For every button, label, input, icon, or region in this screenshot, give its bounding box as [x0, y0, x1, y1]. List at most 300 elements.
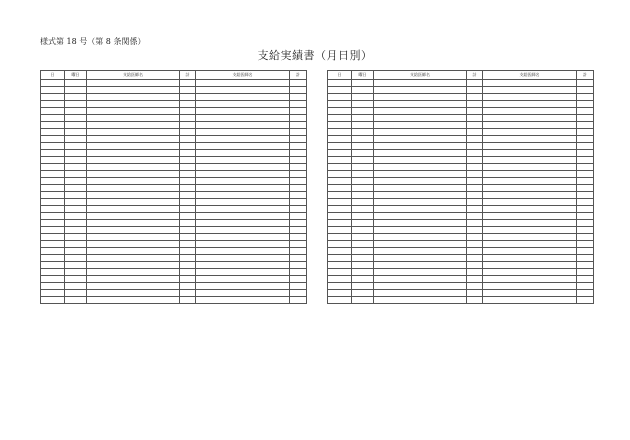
table-row: [328, 227, 594, 234]
table-row: [41, 178, 307, 185]
cell-weekday: [65, 129, 87, 136]
table-row: [328, 87, 594, 94]
cell-doctor-name: [374, 101, 467, 108]
cell-total: [467, 206, 483, 213]
cell-total: [180, 220, 196, 227]
cell-total: [467, 94, 483, 101]
cell-weekday: [65, 199, 87, 206]
cell-day: [41, 80, 65, 87]
cell-day: [41, 94, 65, 101]
cell-total: [577, 213, 594, 220]
cell-weekday: [65, 101, 87, 108]
cell-doctor-name: [483, 87, 577, 94]
cell-doctor-name: [483, 115, 577, 122]
cell-total: [467, 199, 483, 206]
cell-doctor-name: [87, 283, 180, 290]
table-row: [328, 297, 594, 304]
table-row: [41, 150, 307, 157]
cell-day: [41, 262, 65, 269]
cell-doctor-name: [483, 255, 577, 262]
cell-total: [180, 136, 196, 143]
cell-total: [577, 94, 594, 101]
cell-weekday: [65, 220, 87, 227]
cell-doctor-name: [196, 80, 290, 87]
cell-weekday: [352, 234, 374, 241]
cell-doctor-name: [483, 220, 577, 227]
cell-day: [41, 220, 65, 227]
cell-total: [467, 269, 483, 276]
cell-doctor-name: [483, 297, 577, 304]
cell-total: [577, 255, 594, 262]
cell-doctor-name: [483, 241, 577, 248]
table-row: [328, 269, 594, 276]
cell-weekday: [65, 206, 87, 213]
cell-day: [41, 122, 65, 129]
cell-total: [180, 108, 196, 115]
cell-day: [41, 101, 65, 108]
cell-weekday: [352, 192, 374, 199]
cell-doctor-name: [87, 241, 180, 248]
table-row: [41, 255, 307, 262]
cell-doctor-name: [87, 234, 180, 241]
cell-weekday: [352, 185, 374, 192]
cell-total: [577, 150, 594, 157]
cell-total: [180, 290, 196, 297]
table-row: [41, 262, 307, 269]
cell-weekday: [65, 290, 87, 297]
cell-doctor-name: [196, 171, 290, 178]
cell-doctor-name: [87, 220, 180, 227]
header-doctor-name: 支給医師名: [87, 71, 180, 80]
table-row: [41, 122, 307, 129]
table-row: [328, 150, 594, 157]
cell-day: [328, 213, 352, 220]
table-row: [41, 206, 307, 213]
cell-day: [328, 283, 352, 290]
table-row: [41, 269, 307, 276]
header-day: 日: [41, 71, 65, 80]
cell-doctor-name: [483, 143, 577, 150]
cell-doctor-name: [196, 115, 290, 122]
cell-doctor-name: [196, 122, 290, 129]
cell-total: [290, 206, 307, 213]
cell-total: [180, 115, 196, 122]
cell-doctor-name: [87, 94, 180, 101]
cell-day: [328, 171, 352, 178]
cell-doctor-name: [87, 150, 180, 157]
cell-total: [180, 199, 196, 206]
header-total: 計: [180, 71, 196, 80]
cell-weekday: [352, 80, 374, 87]
cell-doctor-name: [87, 80, 180, 87]
cell-total: [290, 150, 307, 157]
cell-weekday: [65, 269, 87, 276]
cell-day: [41, 248, 65, 255]
cell-weekday: [352, 87, 374, 94]
header-total: 計: [290, 71, 307, 80]
cell-day: [41, 143, 65, 150]
cell-doctor-name: [374, 143, 467, 150]
cell-doctor-name: [87, 276, 180, 283]
cell-weekday: [352, 220, 374, 227]
cell-total: [467, 129, 483, 136]
table-row: [41, 234, 307, 241]
table-row: [41, 94, 307, 101]
cell-total: [290, 122, 307, 129]
cell-day: [328, 276, 352, 283]
cell-total: [577, 101, 594, 108]
cell-day: [41, 276, 65, 283]
cell-total: [467, 234, 483, 241]
cell-total: [577, 157, 594, 164]
table-row: [41, 164, 307, 171]
table-body: [41, 80, 307, 304]
cell-doctor-name: [483, 192, 577, 199]
cell-doctor-name: [374, 94, 467, 101]
cell-doctor-name: [483, 206, 577, 213]
cell-doctor-name: [483, 269, 577, 276]
cell-doctor-name: [374, 150, 467, 157]
cell-total: [467, 115, 483, 122]
cell-total: [467, 178, 483, 185]
cell-doctor-name: [196, 87, 290, 94]
cell-weekday: [65, 157, 87, 164]
cell-weekday: [352, 199, 374, 206]
table-row: [41, 276, 307, 283]
cell-doctor-name: [483, 213, 577, 220]
cell-doctor-name: [374, 227, 467, 234]
cell-total: [467, 262, 483, 269]
cell-total: [290, 213, 307, 220]
cell-total: [577, 262, 594, 269]
cell-doctor-name: [196, 178, 290, 185]
cell-doctor-name: [374, 157, 467, 164]
cell-weekday: [65, 297, 87, 304]
cell-total: [290, 283, 307, 290]
cell-doctor-name: [196, 150, 290, 157]
cell-total: [577, 192, 594, 199]
cell-day: [328, 241, 352, 248]
cell-total: [577, 220, 594, 227]
cell-total: [467, 150, 483, 157]
cell-day: [328, 178, 352, 185]
cell-total: [180, 248, 196, 255]
cell-total: [290, 276, 307, 283]
table-row: [328, 276, 594, 283]
cell-total: [467, 290, 483, 297]
table-row: [328, 122, 594, 129]
cell-total: [467, 87, 483, 94]
cell-doctor-name: [87, 157, 180, 164]
cell-day: [328, 101, 352, 108]
table-row: [328, 213, 594, 220]
cell-total: [290, 192, 307, 199]
cell-day: [328, 80, 352, 87]
header-doctor-name: 支給医師名: [483, 71, 577, 80]
cell-weekday: [352, 171, 374, 178]
cell-total: [577, 178, 594, 185]
table-row: [41, 220, 307, 227]
cell-weekday: [65, 150, 87, 157]
cell-day: [41, 227, 65, 234]
cell-doctor-name: [87, 192, 180, 199]
cell-total: [290, 262, 307, 269]
cell-doctor-name: [374, 283, 467, 290]
cell-total: [467, 185, 483, 192]
table-row: [41, 101, 307, 108]
cell-day: [328, 199, 352, 206]
cell-weekday: [65, 255, 87, 262]
cell-weekday: [352, 136, 374, 143]
cell-doctor-name: [483, 122, 577, 129]
cell-doctor-name: [374, 220, 467, 227]
cell-doctor-name: [196, 269, 290, 276]
cell-day: [328, 115, 352, 122]
header-total: 計: [577, 71, 594, 80]
cell-weekday: [352, 213, 374, 220]
cell-doctor-name: [374, 136, 467, 143]
cell-weekday: [65, 87, 87, 94]
table-row: [328, 248, 594, 255]
cell-day: [328, 143, 352, 150]
cell-total: [467, 171, 483, 178]
table-row: [41, 115, 307, 122]
cell-total: [180, 262, 196, 269]
cell-weekday: [65, 164, 87, 171]
cell-doctor-name: [483, 199, 577, 206]
cell-total: [180, 297, 196, 304]
table-row: [328, 157, 594, 164]
cell-doctor-name: [374, 178, 467, 185]
cell-total: [290, 227, 307, 234]
header-doctor-name: 支給医師名: [374, 71, 467, 80]
cell-doctor-name: [374, 262, 467, 269]
table-row: [41, 192, 307, 199]
cell-total: [290, 199, 307, 206]
cell-weekday: [65, 234, 87, 241]
cell-total: [290, 297, 307, 304]
cell-day: [41, 87, 65, 94]
cell-total: [577, 206, 594, 213]
cell-total: [290, 185, 307, 192]
cell-weekday: [65, 185, 87, 192]
table-row: [41, 80, 307, 87]
cell-day: [41, 206, 65, 213]
cell-day: [41, 283, 65, 290]
cell-doctor-name: [374, 171, 467, 178]
cell-total: [467, 213, 483, 220]
table-row: [328, 262, 594, 269]
cell-doctor-name: [483, 248, 577, 255]
cell-total: [290, 178, 307, 185]
cell-doctor-name: [87, 122, 180, 129]
table-row: [41, 87, 307, 94]
cell-doctor-name: [87, 101, 180, 108]
cell-weekday: [352, 206, 374, 213]
cell-doctor-name: [87, 129, 180, 136]
cell-total: [467, 136, 483, 143]
cell-weekday: [352, 241, 374, 248]
cell-day: [41, 297, 65, 304]
cell-total: [290, 234, 307, 241]
table-row: [41, 108, 307, 115]
cell-total: [467, 241, 483, 248]
table-row: [328, 220, 594, 227]
document-title: 支給実績書（月日別）: [257, 49, 373, 62]
table-row: [41, 290, 307, 297]
cell-total: [290, 136, 307, 143]
cell-day: [328, 220, 352, 227]
table-row: [41, 213, 307, 220]
cell-doctor-name: [374, 115, 467, 122]
cell-doctor-name: [483, 178, 577, 185]
cell-weekday: [352, 129, 374, 136]
cell-doctor-name: [374, 234, 467, 241]
header-total: 計: [467, 71, 483, 80]
cell-doctor-name: [196, 206, 290, 213]
cell-day: [41, 241, 65, 248]
cell-doctor-name: [196, 185, 290, 192]
table-body: [328, 80, 594, 304]
table-row: [328, 101, 594, 108]
cell-total: [577, 241, 594, 248]
cell-doctor-name: [87, 199, 180, 206]
cell-weekday: [65, 192, 87, 199]
cell-doctor-name: [483, 80, 577, 87]
cell-doctor-name: [196, 276, 290, 283]
cell-total: [180, 94, 196, 101]
cell-total: [577, 136, 594, 143]
cell-doctor-name: [483, 171, 577, 178]
cell-total: [577, 164, 594, 171]
cell-total: [290, 171, 307, 178]
table-row: [328, 171, 594, 178]
cell-doctor-name: [483, 227, 577, 234]
cell-total: [290, 241, 307, 248]
cell-total: [290, 290, 307, 297]
cell-day: [328, 227, 352, 234]
cell-doctor-name: [483, 94, 577, 101]
cell-weekday: [352, 122, 374, 129]
cell-doctor-name: [87, 108, 180, 115]
cell-day: [328, 122, 352, 129]
cell-weekday: [65, 276, 87, 283]
cell-day: [328, 185, 352, 192]
table-row: [328, 255, 594, 262]
cell-day: [328, 136, 352, 143]
cell-total: [290, 80, 307, 87]
cell-day: [41, 178, 65, 185]
cell-weekday: [352, 164, 374, 171]
cell-total: [180, 269, 196, 276]
table-row: [328, 234, 594, 241]
cell-total: [290, 220, 307, 227]
cell-doctor-name: [196, 255, 290, 262]
cell-weekday: [352, 227, 374, 234]
cell-total: [180, 143, 196, 150]
cell-doctor-name: [374, 129, 467, 136]
cell-doctor-name: [87, 115, 180, 122]
cell-day: [328, 87, 352, 94]
record-table-left: [40, 70, 307, 304]
cell-weekday: [352, 248, 374, 255]
cell-total: [290, 87, 307, 94]
cell-doctor-name: [87, 248, 180, 255]
cell-doctor-name: [196, 297, 290, 304]
cell-doctor-name: [87, 255, 180, 262]
cell-doctor-name: [196, 136, 290, 143]
table-header-row: [41, 71, 307, 80]
cell-weekday: [352, 290, 374, 297]
table-row: [41, 283, 307, 290]
cell-doctor-name: [483, 101, 577, 108]
cell-day: [328, 157, 352, 164]
cell-doctor-name: [374, 297, 467, 304]
cell-weekday: [65, 171, 87, 178]
cell-total: [577, 234, 594, 241]
cell-total: [467, 255, 483, 262]
cell-doctor-name: [196, 101, 290, 108]
cell-day: [328, 248, 352, 255]
table-row: [41, 171, 307, 178]
cell-doctor-name: [196, 262, 290, 269]
cell-day: [41, 213, 65, 220]
cell-doctor-name: [374, 199, 467, 206]
table-row: [41, 248, 307, 255]
cell-total: [577, 276, 594, 283]
table-row: [328, 164, 594, 171]
cell-weekday: [65, 283, 87, 290]
cell-doctor-name: [374, 255, 467, 262]
cell-total: [577, 283, 594, 290]
cell-day: [41, 290, 65, 297]
cell-total: [467, 143, 483, 150]
cell-doctor-name: [374, 108, 467, 115]
form-number: 様式第 18 号（第 8 条関係）: [40, 37, 146, 46]
cell-total: [577, 269, 594, 276]
cell-day: [328, 262, 352, 269]
cell-day: [41, 115, 65, 122]
cell-weekday: [352, 276, 374, 283]
cell-day: [328, 94, 352, 101]
cell-total: [180, 206, 196, 213]
table-row: [328, 129, 594, 136]
cell-doctor-name: [87, 262, 180, 269]
table-row: [328, 94, 594, 101]
cell-total: [180, 213, 196, 220]
cell-weekday: [352, 101, 374, 108]
cell-doctor-name: [196, 199, 290, 206]
cell-day: [328, 108, 352, 115]
cell-doctor-name: [374, 164, 467, 171]
cell-doctor-name: [374, 80, 467, 87]
cell-total: [180, 227, 196, 234]
table-row: [328, 185, 594, 192]
cell-day: [41, 129, 65, 136]
cell-total: [467, 101, 483, 108]
table-row: [328, 206, 594, 213]
cell-total: [577, 108, 594, 115]
cell-doctor-name: [483, 262, 577, 269]
cell-total: [180, 150, 196, 157]
cell-weekday: [352, 178, 374, 185]
cell-total: [180, 129, 196, 136]
cell-total: [467, 122, 483, 129]
cell-doctor-name: [196, 234, 290, 241]
cell-doctor-name: [196, 108, 290, 115]
cell-doctor-name: [87, 87, 180, 94]
table-row: [41, 185, 307, 192]
